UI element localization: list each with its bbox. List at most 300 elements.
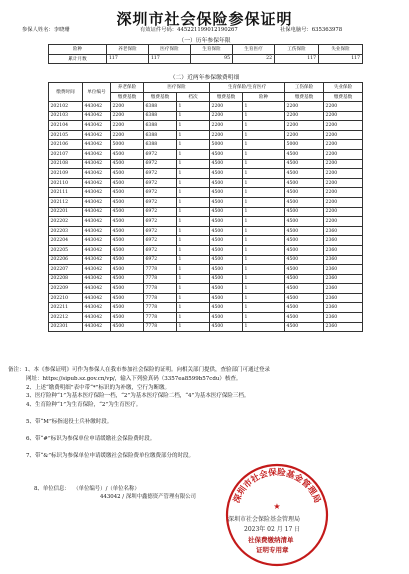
insured-info [22, 25, 399, 33]
payment-cell: 202210 [49, 293, 83, 303]
payment-row [49, 130, 363, 140]
note-7: 7、带“&”标识为参保单位申请缓缴社会保险费单位缴费部分的时段。 [26, 452, 195, 459]
payment-cell: 5000 [285, 140, 324, 150]
payment-cell: 4500 [210, 207, 243, 217]
years-value-cell: 117 [319, 54, 363, 64]
note-6: 6、带“#”标识为参保单位申请缓缴社会保险费时段。 [26, 435, 156, 442]
payment-cell: 202111 [49, 188, 83, 198]
payment-cell: 202204 [49, 236, 83, 246]
payment-cell: 443042 [83, 226, 111, 236]
payment-cell: 1 [243, 303, 285, 313]
payment-cell: 4500 [210, 322, 243, 332]
payment-cell: 202105 [49, 130, 83, 140]
payment-cell: 4500 [285, 159, 324, 169]
payment-cell: 443042 [83, 274, 111, 284]
payment-cell: 4500 [210, 178, 243, 188]
payment-cell: 1 [177, 245, 210, 255]
payment-cell: 2200 [324, 217, 363, 227]
years-table [48, 44, 363, 64]
payment-cell: 4500 [210, 169, 243, 179]
payment-cell: 4500 [285, 313, 324, 323]
payment-cell: 1 [177, 197, 210, 207]
payment-cell: 2200 [324, 140, 363, 150]
payment-cell: 4500 [111, 226, 144, 236]
payment-cell: 1 [243, 322, 285, 332]
years-header-cell: 工伤保险 [275, 45, 319, 55]
unit-info-line [34, 485, 196, 493]
payment-cell: 4500 [285, 274, 324, 284]
payment-cell: 6972 [144, 188, 177, 198]
payment-cell: 443042 [83, 322, 111, 332]
payment-row [49, 169, 363, 179]
payment-cell: 2360 [324, 303, 363, 313]
years-header-cell: 险种 [49, 45, 107, 55]
subheader-base: 缴费基数 [285, 92, 324, 102]
years-value-cell: 22 [233, 54, 275, 64]
payment-cell: 4500 [111, 149, 144, 159]
payment-cell: 202209 [49, 284, 83, 294]
payment-cell: 1 [177, 140, 210, 150]
payment-cell: 1 [243, 188, 285, 198]
id-value: 445221199012190267 [177, 27, 238, 33]
payment-row [49, 159, 363, 169]
payment-cell: 7778 [144, 303, 177, 313]
payment-cell: 2200 [324, 149, 363, 159]
payment-cell: 443042 [83, 284, 111, 294]
header-unemployment: 失业保险 [324, 83, 363, 93]
payment-cell: 4500 [111, 159, 144, 169]
subheader-type: 险种 [243, 92, 285, 102]
header-pension: 养老保险 [111, 83, 144, 93]
payment-cell: 4500 [111, 197, 144, 207]
payment-rows [49, 102, 363, 332]
payment-cell: 2200 [324, 121, 363, 131]
payment-row [49, 111, 363, 121]
payment-cell: 7778 [144, 313, 177, 323]
payment-cell: 202112 [49, 197, 83, 207]
payment-cell: 2200 [111, 102, 144, 112]
payment-cell: 2200 [285, 111, 324, 121]
name-value: 李晓珊 [53, 27, 70, 33]
payment-cell: 4500 [285, 322, 324, 332]
years-header-cell: 生育保险 [191, 45, 233, 55]
payment-cell: 1 [177, 102, 210, 112]
payment-cell: 2200 [111, 130, 144, 140]
payment-cell: 1 [243, 111, 285, 121]
subheader-base: 缴费基数 [210, 92, 243, 102]
payment-cell: 1 [177, 303, 210, 313]
payment-cell: 6388 [144, 102, 177, 112]
payment-cell: 1 [177, 265, 210, 275]
payment-cell: 2360 [324, 245, 363, 255]
payment-cell: 4500 [285, 149, 324, 159]
payment-cell: 202301 [49, 322, 83, 332]
seal-line-1: 社保费缴纳清单 [248, 536, 294, 544]
payment-row [49, 207, 363, 217]
years-header-cell: 养老保险 [107, 45, 149, 55]
payment-cell: 2200 [324, 102, 363, 112]
payment-cell: 4500 [111, 188, 144, 198]
payment-cell: 1 [177, 284, 210, 294]
payment-cell: 2200 [324, 178, 363, 188]
payment-cell: 4500 [285, 169, 324, 179]
years-value-cell: 117 [149, 54, 191, 64]
payment-cell: 443042 [83, 159, 111, 169]
payment-cell: 443042 [83, 140, 111, 150]
payment-cell: 1 [243, 313, 285, 323]
payment-row [49, 149, 363, 159]
sino-label: 社保电脑号： [280, 27, 312, 33]
payment-cell: 1 [243, 121, 285, 131]
payment-cell: 1 [177, 188, 210, 198]
years-value-cell: 117 [275, 54, 319, 64]
payment-cell: 1 [243, 178, 285, 188]
years-value-cell: 95 [191, 54, 233, 64]
certificate-title: 深圳市社会保险参保证明 [116, 10, 293, 28]
payment-cell: 202108 [49, 159, 83, 169]
payment-cell: 202211 [49, 303, 83, 313]
note-5: 5、带“M”标指退役士兵补缴时段。 [26, 418, 113, 425]
payment-cell: 6972 [144, 255, 177, 265]
payment-cell: 4500 [285, 284, 324, 294]
seal-star-icon: ★ [273, 502, 281, 511]
payment-row [49, 265, 363, 275]
payment-cell: 443042 [83, 169, 111, 179]
payment-cell: 2360 [324, 313, 363, 323]
id-label: 有效证件号码： [140, 27, 178, 33]
payment-cell: 2360 [324, 274, 363, 284]
payment-cell: 4500 [210, 217, 243, 227]
payment-cell: 202202 [49, 217, 83, 227]
payment-cell: 1 [177, 293, 210, 303]
payment-cell: 1 [177, 322, 210, 332]
payment-cell: 4500 [285, 245, 324, 255]
payment-row [49, 178, 363, 188]
payment-cell: 1 [243, 284, 285, 294]
payment-cell: 4500 [210, 313, 243, 323]
note-1-url: 网址：https://sipub.sz.gov.cn/vp/，输入下列验真码（3357ea8599b57cdu）核查。 [26, 375, 242, 382]
name-label: 参保人姓名： [22, 27, 54, 33]
payment-cell: 6972 [144, 207, 177, 217]
payment-cell: 4500 [285, 178, 324, 188]
payment-cell: 7778 [144, 265, 177, 275]
payment-cell: 2200 [285, 130, 324, 140]
payment-cell: 6972 [144, 159, 177, 169]
payment-row [49, 313, 363, 323]
sino-value: 635363978 [311, 27, 343, 33]
payment-cell: 4500 [111, 313, 144, 323]
payment-cell: 1 [243, 265, 285, 275]
payment-cell: 6388 [144, 121, 177, 131]
section2-title: （二）近两年参保缴费明细 [169, 75, 240, 81]
payment-cell: 443042 [83, 255, 111, 265]
payment-cell: 6388 [144, 140, 177, 150]
payment-cell: 4500 [111, 217, 144, 227]
payment-cell: 4500 [210, 159, 243, 169]
payment-cell: 202206 [49, 255, 83, 265]
payment-cell: 1 [243, 207, 285, 217]
payment-cell: 4500 [210, 255, 243, 265]
payment-row [49, 188, 363, 198]
payment-cell: 4500 [285, 236, 324, 246]
payment-cell: 4500 [210, 274, 243, 284]
payment-cell: 4500 [210, 303, 243, 313]
subheader-grade: 档次 [177, 92, 210, 102]
payment-cell: 443042 [83, 293, 111, 303]
payment-cell: 4500 [111, 322, 144, 332]
issue-date: 2023年 02 月 17 日 [244, 526, 301, 533]
payment-cell: 6972 [144, 197, 177, 207]
payment-cell: 2360 [324, 255, 363, 265]
payment-cell: 4500 [111, 293, 144, 303]
payment-cell: 6972 [144, 245, 177, 255]
payment-cell: 2200 [210, 130, 243, 140]
payment-cell: 1 [177, 111, 210, 121]
note-1: 备注：1、本《参保证明》可作为参保人在我市参加社会保险的证明。向相关部门提供，查验部门可通过登录 [8, 367, 271, 373]
payment-cell: 4500 [285, 207, 324, 217]
payment-cell: 2200 [111, 111, 144, 121]
payment-cell: 4500 [210, 188, 243, 198]
payment-cell: 2200 [324, 130, 363, 140]
payment-cell: 4500 [111, 303, 144, 313]
payment-cell: 1 [243, 102, 285, 112]
payment-cell: 1 [177, 274, 210, 284]
years-header-row [49, 45, 363, 55]
payment-cell: 2200 [324, 197, 363, 207]
note-4: 4、生育险种“1”为生育保险，“2”为生育医疗。 [26, 402, 142, 409]
payment-cell: 7778 [144, 284, 177, 294]
official-seal [222, 460, 332, 570]
payment-cell: 443042 [83, 121, 111, 131]
payment-cell: 4500 [210, 245, 243, 255]
payment-cell: 4500 [111, 284, 144, 294]
payment-cell: 443042 [83, 207, 111, 217]
payment-cell: 1 [177, 178, 210, 188]
payment-cell: 202212 [49, 313, 83, 323]
payment-cell: 4500 [210, 293, 243, 303]
payment-cell: 2200 [324, 169, 363, 179]
payment-cell: 2360 [324, 226, 363, 236]
payment-cell: 4500 [285, 255, 324, 265]
payment-row [49, 322, 363, 332]
payment-row [49, 226, 363, 236]
payment-cell: 1 [177, 255, 210, 265]
payment-cell: 443042 [83, 178, 111, 188]
payment-cell: 1 [243, 255, 285, 265]
payment-cell: 4500 [111, 274, 144, 284]
payment-cell: 2200 [210, 121, 243, 131]
payment-cell: 443042 [83, 303, 111, 313]
payment-cell: 6972 [144, 226, 177, 236]
payment-row [49, 197, 363, 207]
payment-row [49, 284, 363, 294]
payment-cell: 6388 [144, 130, 177, 140]
payment-cell: 4500 [210, 265, 243, 275]
payment-cell: 4500 [285, 293, 324, 303]
payment-cell: 202201 [49, 207, 83, 217]
payment-cell: 443042 [83, 111, 111, 121]
payment-cell: 4500 [111, 255, 144, 265]
sino-field [280, 25, 342, 33]
note-3: 3、医疗险种“1”为基本医疗保险一档，“2”为基本医疗保险二档，“4”为基本医疗保险三档。 [26, 393, 250, 400]
payment-cell: 4500 [285, 265, 324, 275]
payment-cell: 202205 [49, 245, 83, 255]
payment-cell: 443042 [83, 245, 111, 255]
payment-row [49, 140, 363, 150]
payment-row [49, 274, 363, 284]
payment-row [49, 217, 363, 227]
subheader-base: 缴费基数 [111, 92, 144, 102]
subheader-base: 缴费基数 [144, 92, 177, 102]
subheader-base: 缴费基数 [324, 92, 363, 102]
payment-cell: 4500 [111, 169, 144, 179]
payment-cell: 1 [177, 207, 210, 217]
payment-cell: 4500 [210, 197, 243, 207]
unit-info [34, 485, 196, 501]
payment-cell: 2200 [111, 121, 144, 131]
unit-info-label: 8、单位信息： [34, 486, 70, 492]
payment-cell: 443042 [83, 313, 111, 323]
payment-cell: 1 [243, 236, 285, 246]
unit-info-value: 443042 / 深圳中鑫德资产管理有限公司 [100, 494, 196, 500]
years-value-row [49, 54, 363, 64]
payment-cell: 6972 [144, 169, 177, 179]
payment-cell: 1 [177, 226, 210, 236]
payment-cell: 6972 [144, 178, 177, 188]
payment-cell: 1 [177, 159, 210, 169]
payment-cell: 2200 [324, 159, 363, 169]
payment-cell: 2200 [324, 111, 363, 121]
payment-row [49, 293, 363, 303]
issuer-name: 深圳市社会保险基金管理局 [228, 516, 301, 523]
payment-cell: 4500 [111, 207, 144, 217]
payment-cell: 1 [177, 130, 210, 140]
payment-cell: 7778 [144, 322, 177, 332]
payment-cell: 2360 [324, 236, 363, 246]
payment-cell: 4500 [210, 226, 243, 236]
payment-cell: 202106 [49, 140, 83, 150]
payment-cell: 1 [243, 274, 285, 284]
payment-cell: 1 [243, 197, 285, 207]
payment-detail-table [48, 82, 363, 332]
payment-cell: 1 [177, 169, 210, 179]
years-header-cell: 失业保险 [319, 45, 363, 55]
payment-cell: 202109 [49, 169, 83, 179]
payment-cell: 4500 [285, 197, 324, 207]
payment-cell: 202203 [49, 226, 83, 236]
payment-cell: 443042 [83, 102, 111, 112]
payment-cell: 5000 [111, 140, 144, 150]
payment-row [49, 303, 363, 313]
payment-row [49, 102, 363, 112]
payment-header-row [49, 83, 363, 93]
payment-cell: 1 [177, 313, 210, 323]
header-injury: 工伤保险 [285, 83, 324, 93]
payment-cell: 202110 [49, 178, 83, 188]
payment-cell: 202103 [49, 111, 83, 121]
years-value-cell: 累计月数 [49, 54, 107, 64]
payment-cell: 6972 [144, 236, 177, 246]
payment-cell: 1 [243, 159, 285, 169]
payment-cell: 4500 [285, 226, 324, 236]
payment-cell: 1 [243, 169, 285, 179]
payment-cell: 202107 [49, 149, 83, 159]
payment-cell: 6972 [144, 217, 177, 227]
payment-cell: 2200 [210, 102, 243, 112]
payment-cell: 443042 [83, 236, 111, 246]
payment-cell: 1 [243, 245, 285, 255]
payment-row [49, 255, 363, 265]
seal-line-2: 证明专用章 [256, 546, 289, 554]
payment-cell: 4500 [285, 217, 324, 227]
payment-cell: 1 [243, 226, 285, 236]
payment-cell: 7778 [144, 274, 177, 284]
payment-cell: 4500 [111, 245, 144, 255]
id-field [140, 25, 238, 33]
payment-cell: 443042 [83, 217, 111, 227]
header-medical: 医疗保险 [144, 83, 210, 93]
payment-row [49, 236, 363, 246]
payment-cell: 4500 [285, 188, 324, 198]
payment-cell: 4500 [111, 178, 144, 188]
payment-cell: 2200 [285, 121, 324, 131]
payment-cell: 5000 [210, 140, 243, 150]
payment-cell: 1 [177, 217, 210, 227]
notes-section [8, 366, 398, 460]
years-header-cell: 生育医疗 [233, 45, 275, 55]
payment-cell: 4500 [210, 149, 243, 159]
payment-cell: 2360 [324, 293, 363, 303]
payment-row [49, 121, 363, 131]
payment-cell: 2360 [324, 265, 363, 275]
header-unit: 单位编号 [83, 83, 111, 102]
payment-cell: 2200 [324, 207, 363, 217]
payment-cell: 443042 [83, 188, 111, 198]
payment-cell: 2360 [324, 322, 363, 332]
section1-title: （一）历年参保年限 [178, 38, 231, 44]
payment-cell: 1 [243, 293, 285, 303]
header-maternity: 生育保险/生育医疗 [210, 83, 285, 93]
note-2: 2、上述“缴费明细”表中带“*”标识的为补缴，空行为断缴。 [26, 384, 170, 391]
payment-cell: 7778 [144, 293, 177, 303]
payment-cell: 1 [243, 217, 285, 227]
payment-cell: 202104 [49, 121, 83, 131]
name-field [22, 25, 70, 33]
payment-cell: 202207 [49, 265, 83, 275]
payment-cell: 2200 [210, 111, 243, 121]
years-header-cell: 医疗保险 [149, 45, 191, 55]
payment-cell: 4500 [210, 236, 243, 246]
payment-cell: 2200 [324, 188, 363, 198]
seal-ring-text: 深圳市社会保险基金管理局 [232, 467, 322, 505]
payment-cell: 2200 [285, 102, 324, 112]
payment-cell: 6388 [144, 111, 177, 121]
payment-cell: 443042 [83, 197, 111, 207]
payment-row [49, 245, 363, 255]
payment-cell: 1 [243, 140, 285, 150]
payment-cell: 443042 [83, 130, 111, 140]
payment-cell: 443042 [83, 265, 111, 275]
payment-cell: 4500 [285, 303, 324, 313]
header-month: 缴费时间 [49, 83, 83, 102]
payment-cell: 2360 [324, 284, 363, 294]
payment-cell: 202102 [49, 102, 83, 112]
unit-info-headers: （单位编号）/（单位名称） [73, 486, 140, 492]
payment-cell: 4500 [111, 236, 144, 246]
payment-cell: 1 [243, 130, 285, 140]
payment-cell: 202208 [49, 274, 83, 284]
payment-cell: 6972 [144, 149, 177, 159]
